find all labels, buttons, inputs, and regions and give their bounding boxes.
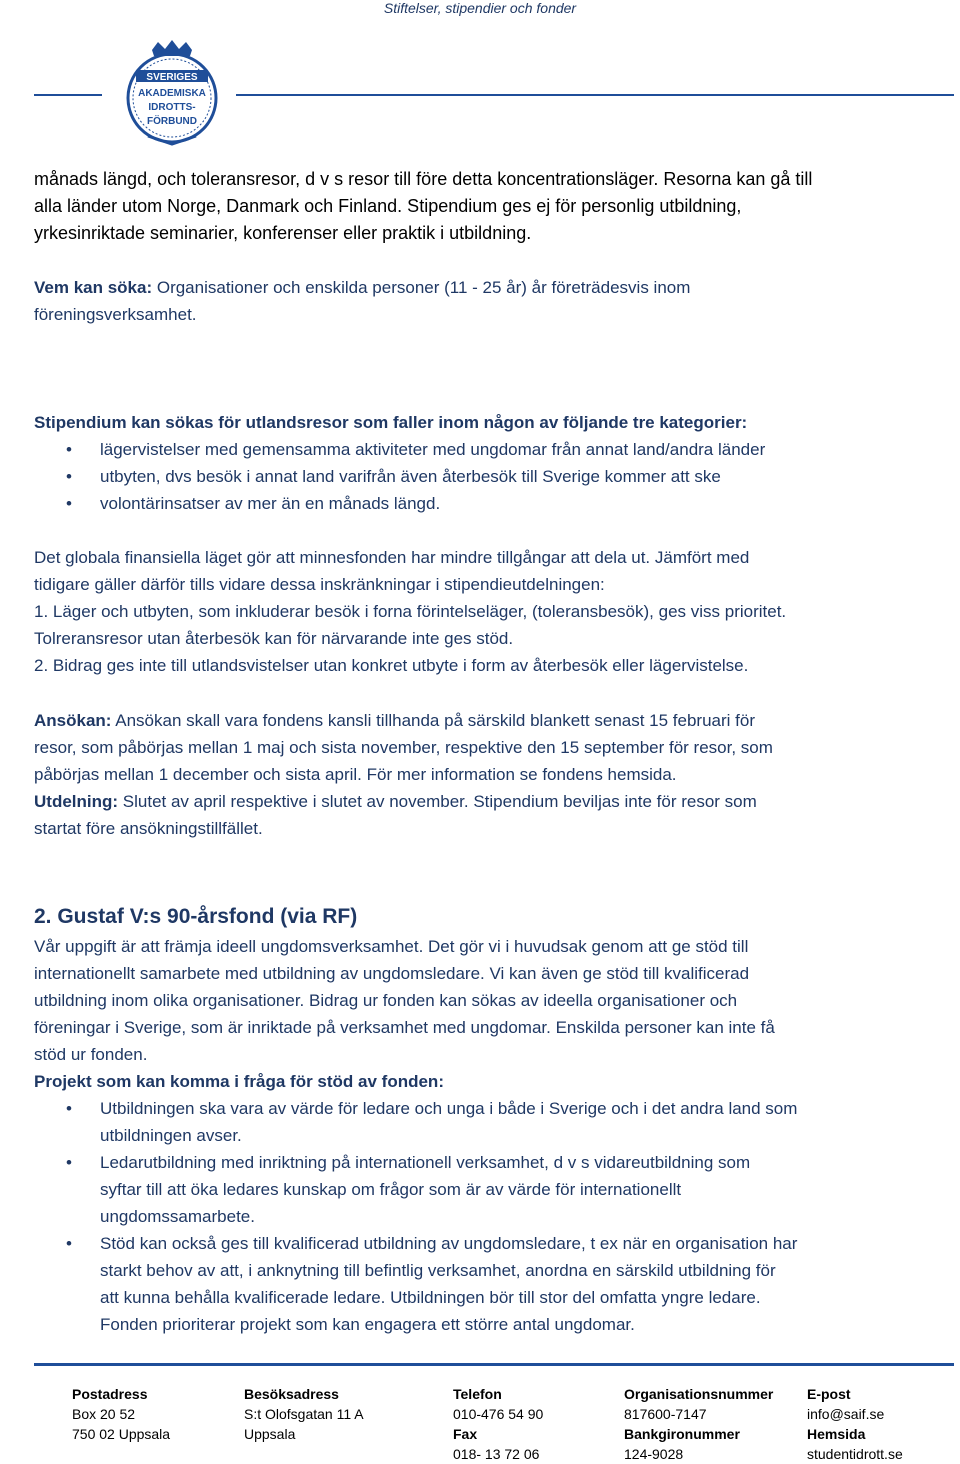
footer-label: Organisationsnummer: [624, 1386, 774, 1402]
list-item-text: starkt behov av att, i anknytning till befintlig verksamhet, anordna en särskild utbildning för: [100, 1261, 776, 1280]
section-heading: 2. Gustaf V:s 90-årsfond (via RF): [34, 905, 358, 928]
footer-postadress: [72, 1384, 170, 1444]
globala-line: Det globala finansiella läget gör att minnesfonden har mindre tillgångar att dela ut. Jämfört med: [34, 548, 750, 567]
bullet-icon: •: [66, 467, 72, 486]
list-item: [34, 490, 765, 517]
logo-text-4: FÖRBUND: [147, 116, 197, 127]
ansokan-text-3: påbörjas mellan 1 december och sista april. För mer information se fondens hemsida.: [34, 765, 677, 784]
section2-line: utbildning inom olika organisationer. Bidrag ur fonden kan sökas av ideella organisationer och: [34, 991, 738, 1010]
vem-label: Vem kan söka:: [34, 278, 153, 297]
list-item-text: volontärinsatser av mer än en månads längd.: [100, 494, 441, 513]
list-item-text: syftar till att öka ledares kunskap om frågor som är av värde för internationellt: [100, 1180, 682, 1199]
header-divider-left: [34, 94, 102, 96]
footer-value: 010-476 54 90: [453, 1406, 544, 1422]
section2-line: stöd ur fonden.: [34, 1045, 148, 1064]
vem-text-2: föreningsverksamhet.: [34, 305, 197, 324]
section2-paragraph: [34, 933, 775, 1095]
list-item: [34, 436, 765, 463]
footer-value: 817600-7147: [624, 1406, 707, 1422]
saif-logo: [118, 40, 226, 148]
bullet-icon: •: [66, 1099, 72, 1118]
intro-paragraph: [34, 166, 812, 247]
footer-divider: [34, 1363, 954, 1366]
bullet-icon: •: [66, 1234, 72, 1253]
globala-line: 2. Bidrag ges inte till utlandsvistelser utan konkret utbyte i form av återbesök eller lägervistelse.: [34, 656, 749, 675]
utdelning-text: Slutet av april respektive i slutet av november. Stipendium beviljas inte för resor som: [118, 792, 757, 811]
list-item: [34, 1149, 797, 1230]
list-item-text: Ledarutbildning med inriktning på internationell verksamhet, d v s vidareutbildning som: [100, 1153, 751, 1172]
list-item: [34, 1230, 797, 1338]
globala-line: Tolreransresor utan återbesök kan för närvarande inte ges stöd.: [34, 629, 514, 648]
bullet-icon: •: [66, 494, 72, 513]
footer-label: Telefon: [453, 1386, 502, 1402]
vem-text: Organisationer och enskilda personer (11 - 25 år) år företrädesvis inom: [152, 278, 691, 297]
footer-website-link[interactable]: studentidrott.se: [807, 1446, 903, 1462]
intro-line: alla länder utom Norge, Danmark och Finland. Stipendium ges ej för personlig utbildning,: [34, 196, 742, 216]
footer-org: [624, 1384, 773, 1464]
list-item-text: att kunna behålla kvalificerade ledare. Utbildningen bör till stor del omfatta yngre ledare.: [100, 1288, 761, 1307]
globala-paragraph: [34, 544, 786, 679]
list-item-text: utbyten, dvs besök i annat land varifrån även återbesök till Sverige kommer att ske: [100, 467, 721, 486]
stipendium-heading: Stipendium kan sökas för utlandsresor som faller inom någon av följande tre kategorier:: [34, 413, 748, 432]
footer-label: Bankgironummer: [624, 1426, 740, 1442]
list-item-text: ungdomssamarbete.: [100, 1207, 255, 1226]
bullet-icon: •: [66, 1153, 72, 1172]
footer-value: 124-9028: [624, 1446, 684, 1462]
footer-label: Postadress: [72, 1386, 148, 1402]
footer-value: 750 02 Uppsala: [72, 1426, 171, 1442]
header-divider-right: [236, 94, 954, 96]
list-item: [34, 1095, 797, 1149]
list-item-text: lägervistelser med gemensamma aktiviteter med ungdomar från annat land/andra länder: [100, 440, 766, 459]
footer-value: Uppsala: [244, 1426, 296, 1442]
footer-label: Hemsida: [807, 1426, 866, 1442]
footer-label: Fax: [453, 1426, 478, 1442]
list-item-text: Stöd kan också ges till kvalificerad utbildning av ungdomsledare, t ex när en organisation har: [100, 1234, 798, 1253]
list-item-text: utbildningen avser.: [100, 1126, 242, 1145]
projekt-list: [34, 1095, 797, 1338]
header-title: Stiftelser, stipendier och fonder: [383, 0, 577, 16]
logo-text-3: IDROTTS-: [148, 102, 196, 113]
footer-value: S:t Olofsgatan 11 A: [244, 1406, 364, 1422]
section2-line: internationellt samarbete med utbildning av ungdomsledare. Vi kan även ge stöd till kvalificerad: [34, 964, 750, 983]
globala-line: 1. Läger och utbyten, som inkluderar besök i forna förintelseläger, (toleransbesök), ges viss prioritet.: [34, 602, 787, 621]
footer-telefon: [453, 1384, 543, 1464]
utdelning-text-2: startat före ansökningstillfället.: [34, 819, 263, 838]
footer-besoksadress: [244, 1384, 364, 1444]
ansokan-label: Ansökan:: [34, 711, 112, 730]
vem-paragraph: [34, 274, 690, 328]
projekt-heading: Projekt som kan komma i fråga för stöd av fonden:: [34, 1072, 444, 1091]
list-item-text: Fonden prioriterar projekt som kan engagera ett större antal ungdomar.: [100, 1315, 635, 1334]
intro-line: yrkesinriktade seminarier, konferenser eller praktik i utbildning.: [34, 223, 532, 243]
footer-label: Besöksadress: [244, 1386, 339, 1402]
intro-line: månads längd, och toleransresor, d v s resor till före detta koncentrationsläger. Resorna kan gå till: [34, 169, 813, 189]
list-item-text: Utbildningen ska vara av värde för ledare och unga i både i Sverige och i det andra land som: [100, 1099, 798, 1118]
logo-text-1: SVERIGES: [146, 72, 198, 83]
ansokan-text-2: resor, som påbörjas mellan 1 maj och sista november, respektive den 15 september för resor, som: [34, 738, 773, 757]
ansokan-paragraph: [34, 707, 773, 842]
ansokan-text: Ansökan skall vara fondens kansli tillhanda på särskild blankett senast 15 februari för: [111, 711, 756, 730]
section2-line: Vår uppgift är att främja ideell ungdomsverksamhet. Det gör vi i huvudsak genom att ge stöd till: [34, 937, 749, 956]
footer-email-link[interactable]: info@saif.se: [807, 1406, 885, 1422]
bullet-icon: •: [66, 440, 72, 459]
section2-line: föreningar i Sverige, som är inriktade på verksamhet med ungdomar. Enskilda personer kan inte få: [34, 1018, 775, 1037]
stipendium-list: [34, 436, 765, 517]
footer-value: Box 20 52: [72, 1406, 136, 1422]
logo-text-2: AKADEMISKA: [138, 88, 206, 99]
footer-label: E-post: [807, 1386, 851, 1402]
globala-line: tidigare gäller därför tills vidare dessa inskränkningar i stipendieutdelningen:: [34, 575, 605, 594]
footer-epost: [807, 1384, 903, 1464]
utdelning-label: Utdelning:: [34, 792, 119, 811]
footer-value: 018- 13 72 06: [453, 1446, 540, 1462]
list-item: [34, 463, 765, 490]
